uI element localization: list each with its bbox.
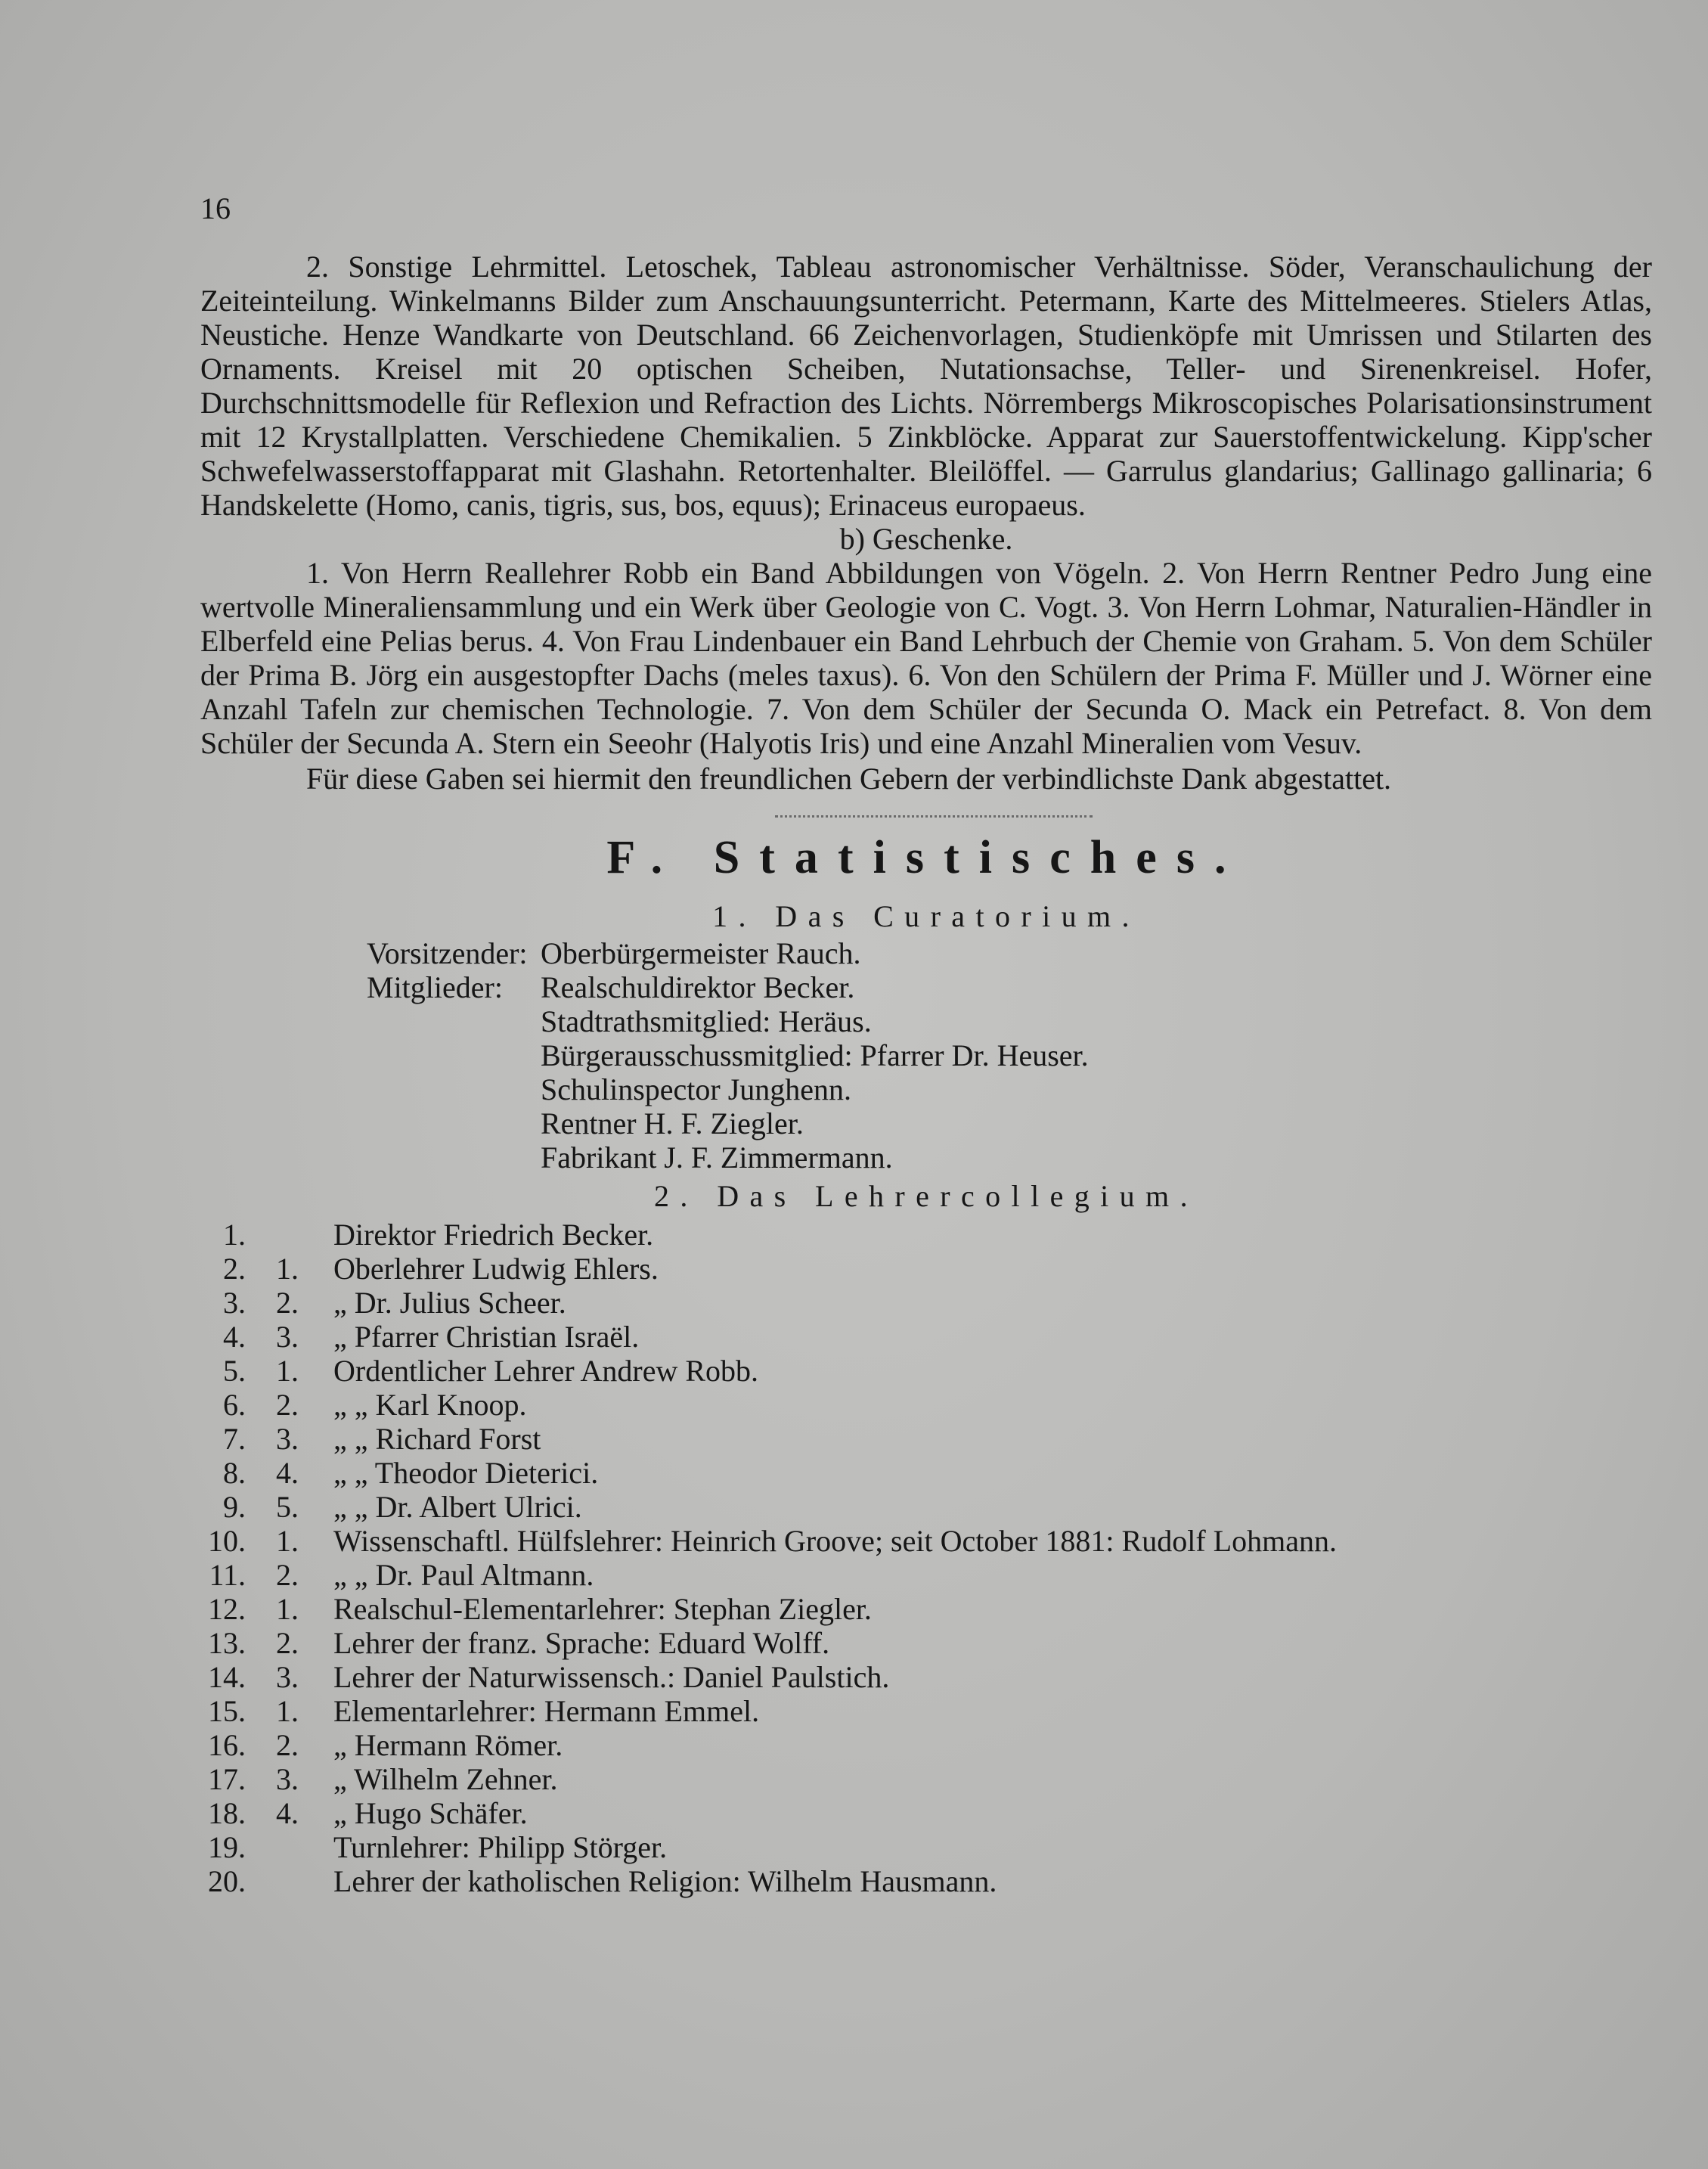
teacher-number: 19.: [208, 1830, 246, 1864]
lehrercollegium-list: [200, 1218, 1652, 1898]
teacher-entry: Turnlehrer: Philipp Störger.: [333, 1830, 668, 1864]
teacher-sub-number: 2.: [276, 1626, 299, 1660]
teacher-number: 11.: [209, 1558, 246, 1592]
teacher-row: [200, 1490, 1652, 1524]
teacher-sub-number: 2.: [276, 1728, 299, 1762]
teacher-sub-number: [276, 1830, 303, 1864]
teacher-entry: Realschul-Elementarlehrer: Stephan Ziegler.: [333, 1592, 872, 1626]
chair-name: Oberbürgermeister Rauch.: [541, 936, 861, 970]
teacher-row: [200, 1422, 1652, 1456]
teacher-entry: „ „ Theodor Dieterici.: [333, 1456, 599, 1490]
chair-label: Vorsitzender:: [367, 936, 528, 970]
teacher-sub-number: 1.: [276, 1694, 299, 1728]
geschenke-heading: b) Geschenke.: [839, 522, 1013, 556]
teacher-row: [200, 1660, 1652, 1694]
teacher-row: [200, 1524, 1652, 1558]
thanks-paragraph: Für diese Gaben sei hiermit den freundlichen Gebern der verbindlichste Dank abgestattet.: [306, 762, 1392, 796]
teacher-sub-number: 1.: [276, 1252, 299, 1286]
teacher-row: [200, 1864, 1652, 1898]
teacher-sub-number: 1.: [276, 1354, 299, 1388]
teacher-sub-number: 3.: [276, 1660, 299, 1694]
teacher-sub-number: 1.: [276, 1592, 299, 1626]
teacher-row: [200, 1694, 1652, 1728]
member-item: Fabrikant J. F. Zimmermann.: [541, 1140, 893, 1174]
teacher-entry: Lehrer der Naturwissensch.: Daniel Paulstich.: [333, 1660, 890, 1694]
teacher-row: [200, 1728, 1652, 1762]
curatorium-heading: 1. Das Curatorium.: [712, 899, 1140, 933]
teacher-sub-number: 4.: [276, 1796, 299, 1830]
teacher-entry: Ordentlicher Lehrer Andrew Robb.: [333, 1354, 759, 1388]
teacher-sub-number: 2.: [276, 1286, 299, 1320]
teacher-number: 1.: [223, 1218, 246, 1252]
teacher-sub-number: 3.: [276, 1422, 299, 1456]
teacher-sub-number: 3.: [276, 1762, 299, 1796]
member-item: Rentner H. F. Ziegler.: [541, 1106, 804, 1140]
teacher-sub-number: 3.: [276, 1320, 299, 1354]
teacher-entry: „ „ Dr. Albert Ulrici.: [333, 1490, 582, 1524]
members-label: Mitglieder:: [367, 970, 503, 1004]
teacher-number: 17.: [208, 1762, 246, 1796]
teacher-entry: Oberlehrer Ludwig Ehlers.: [333, 1252, 659, 1286]
teacher-number: 14.: [208, 1660, 246, 1694]
teacher-entry: „ Dr. Julius Scheer.: [333, 1286, 566, 1320]
teacher-entry: Direktor Friedrich Becker.: [333, 1218, 654, 1252]
teacher-number: 3.: [223, 1286, 246, 1320]
member-item: Bürgerausschussmitglied: Pfarrer Dr. Heuser.: [541, 1038, 1089, 1072]
teacher-number: 12.: [208, 1592, 246, 1626]
teacher-sub-number: 2.: [276, 1558, 299, 1592]
lehrercollegium-heading: 2. Das Lehrercollegium.: [654, 1179, 1198, 1213]
teacher-number: 7.: [223, 1422, 246, 1456]
teacher-number: 20.: [208, 1864, 246, 1898]
teacher-row: [200, 1388, 1652, 1422]
teacher-entry: „ Wilhelm Zehner.: [333, 1762, 558, 1796]
page-content: [200, 189, 1652, 1898]
curatorium-chair-row: [200, 936, 1652, 970]
teacher-row: [200, 1456, 1652, 1490]
teacher-row: [200, 1218, 1652, 1252]
teacher-number: 15.: [208, 1694, 246, 1728]
member-item: Schulinspector Junghenn.: [541, 1072, 852, 1106]
teacher-sub-number: 2.: [276, 1388, 299, 1422]
teacher-row: [200, 1830, 1652, 1864]
teacher-entry: „ „ Karl Knoop.: [333, 1388, 527, 1422]
teacher-number: 13.: [208, 1626, 246, 1660]
teacher-number: 4.: [223, 1320, 246, 1354]
teacher-number: 10.: [208, 1524, 246, 1558]
teacher-sub-number: 4.: [276, 1456, 299, 1490]
teacher-row: [200, 1762, 1652, 1796]
teacher-number: 6.: [223, 1388, 246, 1422]
teacher-row: [200, 1796, 1652, 1830]
teacher-entry: Elementarlehrer: Hermann Emmel.: [333, 1694, 760, 1728]
teacher-entry: Lehrer der franz. Sprache: Eduard Wolff.: [333, 1626, 830, 1660]
teacher-row: [200, 1320, 1652, 1354]
teacher-entry: Wissenschaftl. Hülfslehrer: Heinrich Groove; seit October 1881: Rudolf Lohmann.: [333, 1524, 1337, 1558]
ornamental-divider: [775, 800, 1093, 818]
teacher-row: [200, 1558, 1652, 1592]
sonstige-lehrmittel-paragraph: 2. Sonstige Lehrmittel. Letoschek, Tableau astronomischer Verhältnisse. Söder, Veranschaulichung der Zeiteinteilung. Winkelmanns Bilder zum Anschauungsunterricht. Petermann, Karte des Mittelmeeres. Stielers Atlas, Neustiche. Henze Wandkarte von Deutschland. 66 Zeichenvorlagen, Studienköpfe mit Umrissen und Stilarten des Ornaments. Kreisel mit 20 optischen Scheiben, Nutationsachse, Teller- und Sirenenkreisel. Hofer, Durchschnittsmodelle für Reflexion und Refraction des Lichts. Nörrembergs Mikroscopisches Polarisationsinstrument mit 12 Krystallplatten. Verschiedene Chemikalien. 5 Zinkblöcke. Apparat zur Sauerstoffentwickelung. Kipp'scher Schwefelwasserstoffapparat mit Glashahn. Retortenhalter. Bleilöffel. — Garrulus glandarius; Gallinago gallinaria; 6 Handskelette (Homo, canis, tigris, sus, bos, equus); Erinaceus europaeus.: [200, 250, 1652, 522]
teacher-number: 9.: [223, 1490, 246, 1524]
curatorium-member-row: [200, 970, 1652, 1004]
teacher-entry: Lehrer der katholischen Religion: Wilhelm Hausmann.: [333, 1864, 997, 1898]
teacher-entry: „ „ Richard Forst: [333, 1422, 541, 1456]
teacher-row: [200, 1626, 1652, 1660]
teacher-number: 5.: [223, 1354, 246, 1388]
section-heading: F. Statistisches.: [606, 832, 1246, 883]
teacher-number: 16.: [208, 1728, 246, 1762]
teacher-row: [200, 1252, 1652, 1286]
member-item: Realschuldirektor Becker.: [541, 970, 855, 1004]
teacher-number: 18.: [208, 1796, 246, 1830]
teacher-entry: „ Pfarrer Christian Israël.: [333, 1320, 640, 1354]
teacher-row: [200, 1354, 1652, 1388]
teacher-entry: „ Hermann Römer.: [333, 1728, 563, 1762]
page-number: 16: [200, 191, 231, 225]
member-item: Stadtrathsmitglied: Heräus.: [541, 1004, 872, 1038]
teacher-sub-number: [276, 1864, 303, 1898]
teacher-entry: „ Hugo Schäfer.: [333, 1796, 528, 1830]
teacher-sub-number: [276, 1218, 303, 1252]
curatorium-block: [200, 936, 1652, 1174]
teacher-sub-number: 5.: [276, 1490, 299, 1524]
teacher-number: 2.: [223, 1252, 246, 1286]
teacher-number: 8.: [223, 1456, 246, 1490]
teacher-row: [200, 1286, 1652, 1320]
teacher-row: [200, 1592, 1652, 1626]
teacher-sub-number: 1.: [276, 1524, 299, 1558]
teacher-entry: „ „ Dr. Paul Altmann.: [333, 1558, 594, 1592]
geschenke-paragraph: 1. Von Herrn Reallehrer Robb ein Band Abbildungen von Vögeln. 2. Von Herrn Rentner Pedro Jung eine wertvolle Mineraliensammlung und ein Werk über Geologie von C. Vogt. 3. Von Herrn Lohmar, Naturalien-Händler in Elberfeld eine Pelias berus. 4. Von Frau Lindenbauer ein Band Lehrbuch der Chemie von Graham. 5. Von dem Schüler der Prima B. Jörg ein ausgestopfter Dachs (meles taxus). 6. Von den Schülern der Prima F. Müller und J. Wörner eine Anzahl Tafeln zur chemischen Technologie. 7. Von dem Schüler der Secunda O. Mack ein Petrefact. 8. Von dem Schüler der Secunda A. Stern ein Seeohr (Halyotis Iris) und eine Anzahl Mineralien vom Vesuv.: [200, 556, 1652, 760]
